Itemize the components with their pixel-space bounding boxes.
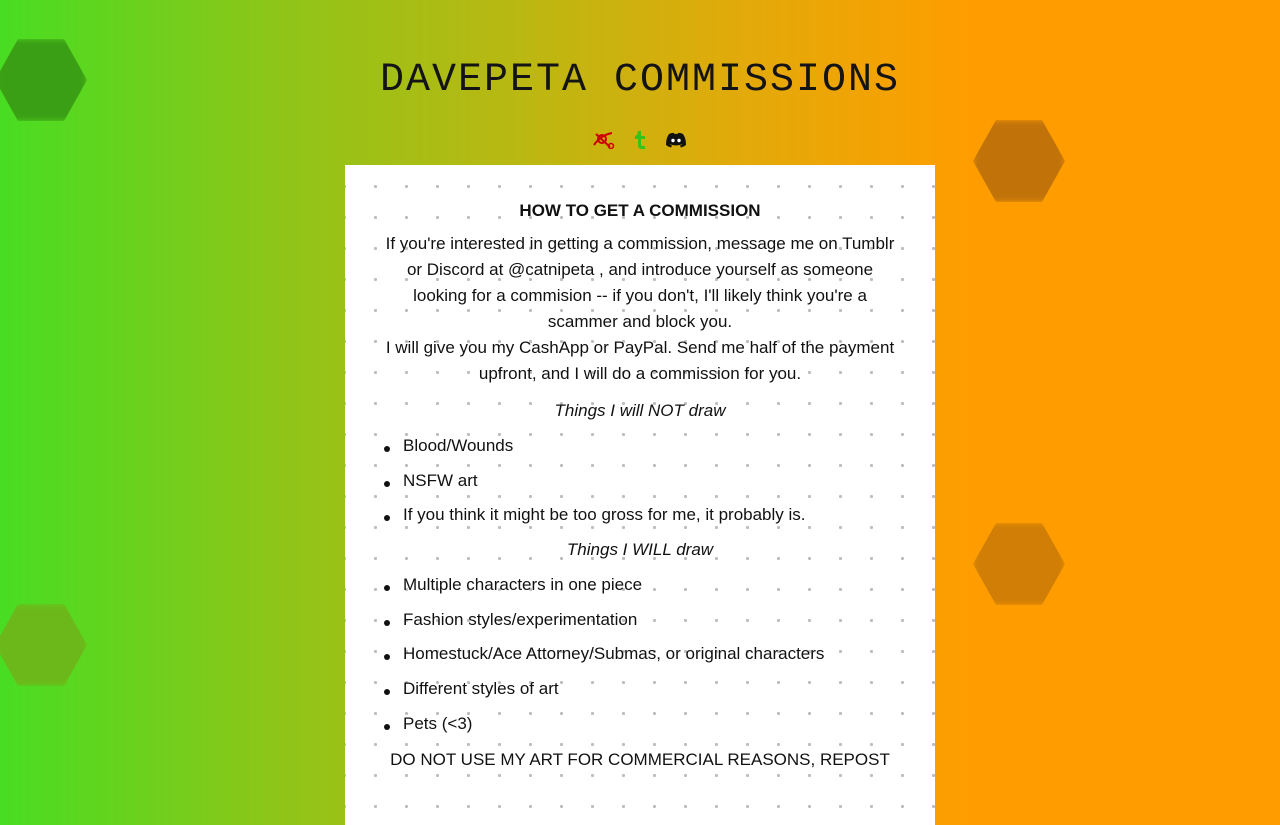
list-item: NSFW art (403, 470, 900, 492)
list-item: Pets (<3) (403, 713, 900, 735)
list-item: Homestuck/Ace Attorney/Submas, or original characters (403, 643, 900, 665)
not-draw-list (380, 435, 900, 526)
will-draw-list (380, 574, 900, 734)
commission-info-panel (345, 165, 935, 825)
social-links (0, 129, 1280, 151)
ao3-icon (593, 131, 615, 149)
list-item: If you think it might be too gross for me, it probably is. (403, 504, 900, 526)
list-item: Blood/Wounds (403, 435, 900, 457)
decorative-hexagon (973, 523, 1065, 605)
intro-text-2: I will give you my CashApp or PayPal. Send me half of the payment upfront, and I will do a commission for you. (385, 338, 895, 383)
will-draw-heading: Things I WILL draw (566, 540, 714, 560)
section-heading: HOW TO GET A COMMISSION (519, 201, 761, 220)
tumblr-icon (633, 130, 647, 150)
intro-paragraph (380, 231, 900, 387)
decorative-hexagon (0, 604, 87, 686)
page-title: DAVEPETA COMMISSIONS (379, 58, 901, 103)
discord-icon (665, 132, 687, 148)
list-item: Fashion styles/experimentation (403, 609, 900, 631)
usage-warning: DO NOT USE MY ART FOR COMMERCIAL REASONS, REPOST (390, 750, 890, 770)
intro-text-1: If you're interested in getting a commission, message me on Tumblr or Discord at @catnipeta , and introduce yourself as someone looking for a commision -- if you don't, I'll likely think you're a scammer and block you. (385, 234, 895, 331)
ao3-link[interactable] (593, 129, 615, 151)
tumblr-link[interactable] (629, 129, 651, 151)
not-draw-heading: Things I will NOT draw (554, 401, 726, 420)
list-item: Multiple characters in one piece (403, 574, 900, 596)
list-item: Different styles of art (403, 678, 900, 700)
discord-link[interactable] (665, 129, 687, 151)
